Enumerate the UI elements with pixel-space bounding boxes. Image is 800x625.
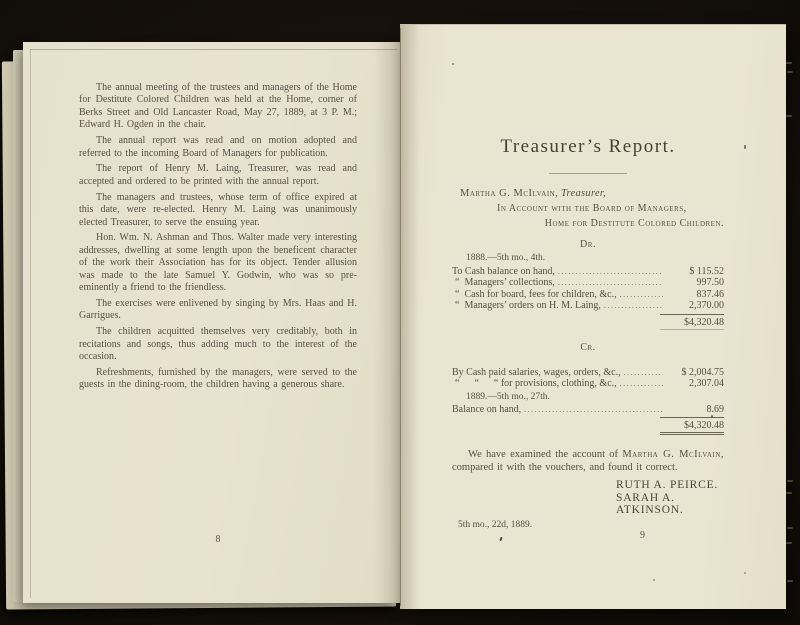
paragraph: The managers and trustees, whose term of office expired at this date, were re-elected. Henry M. Laing was unanimously elected Treasurer, to serve the ensuing year. bbox=[79, 191, 357, 228]
ledger-row bbox=[452, 266, 724, 278]
page-edge-line bbox=[30, 49, 31, 598]
credit-heading: Cr. bbox=[580, 341, 596, 353]
ledger-label: “ Managers’ collections, bbox=[455, 277, 555, 289]
title-rule bbox=[549, 173, 627, 174]
credit-total: $4,320.48 bbox=[660, 417, 724, 435]
ledger-row bbox=[452, 378, 724, 390]
ledger-label: “ Cash for board, fees for children, &c., bbox=[455, 288, 617, 300]
treasurer-role: Treasurer, bbox=[560, 188, 607, 199]
ledger-row bbox=[452, 277, 724, 289]
gutter-shadow bbox=[400, 25, 420, 609]
paragraph: Refreshments, furnished by the managers, were served to the guests in the dining-room, the children having a generous share. bbox=[79, 367, 357, 391]
audit-treasurer-name: Martha G. McIlvain, bbox=[622, 449, 724, 461]
left-page bbox=[23, 42, 400, 603]
audit-statement-pre: We have examined the account of bbox=[468, 449, 623, 461]
account-header-line: In Account with the Board of Managers, bbox=[497, 203, 687, 214]
ledger-label: Balance on hand, bbox=[452, 403, 522, 415]
signatures bbox=[616, 479, 724, 517]
debit-rows bbox=[452, 266, 724, 312]
binding-stitch bbox=[786, 115, 792, 117]
paragraph: Hon. Wm. N. Ashman and Thos. Walter made very interesting addresses, dwelling at some length upon the beneficent character of the work their Association has for its object. Tender allusion was made to the late Samuel Y. Godwin, who was so pre-eminently a friend to the friendless. bbox=[79, 232, 357, 294]
report-date: 5th mo., 22d, 1889. bbox=[458, 519, 533, 530]
binding-stitch bbox=[787, 527, 793, 529]
dot-leader bbox=[620, 378, 663, 390]
treasurers-report bbox=[452, 25, 724, 530]
account-header-line: Home for Destitute Colored Children. bbox=[544, 218, 724, 229]
ledger-label: To Cash balance on hand, bbox=[452, 265, 555, 277]
paper-speck bbox=[711, 415, 713, 418]
paper-speck bbox=[744, 572, 746, 574]
ledger-row bbox=[452, 367, 724, 379]
binding-stitch bbox=[787, 71, 793, 73]
paragraph: The report of Henry M. Laing, Treasurer, was read and accepted and ordered to be printed with the annual report. bbox=[79, 163, 357, 187]
ledger-row bbox=[452, 404, 724, 416]
debit-total: $4,320.48 bbox=[660, 314, 724, 330]
signature: SARAH A. ATKINSON. bbox=[616, 491, 684, 517]
binding-stitch bbox=[786, 492, 792, 494]
treasurer-name: Martha G. McIlvain, bbox=[460, 188, 559, 199]
page-number: 8 bbox=[215, 534, 221, 545]
audit-statement-post: compared it with the vouchers, and found it correct. bbox=[452, 461, 678, 473]
paper-speck bbox=[452, 63, 454, 65]
ledger-amount: 8.69 bbox=[706, 403, 724, 415]
debit-total-row bbox=[452, 314, 724, 330]
binding-stitch bbox=[787, 580, 793, 582]
left-page-text bbox=[79, 82, 357, 395]
dot-leader bbox=[558, 277, 663, 289]
credit-date: 1889.—5th mo., 27th. bbox=[466, 392, 550, 403]
binding-stitch bbox=[786, 62, 792, 64]
page-number: 9 bbox=[640, 530, 645, 541]
account-header-line bbox=[460, 188, 724, 200]
report-title: Treasurer’s Report. bbox=[500, 136, 676, 157]
ledger-amount: 2,307.04 bbox=[689, 378, 724, 390]
ledger-label: By Cash paid salaries, wages, orders, &c., bbox=[452, 366, 621, 378]
credit-total-row bbox=[452, 417, 724, 435]
paragraph: The annual meeting of the trustees and managers of the Home for Destitute Colored Children was held at the Home, corner of Berks Street and Old Lancaster Road, May 27, 1889, at 3 P. M.; Edward H. Ogden in the chair. bbox=[79, 82, 357, 131]
spine-crease bbox=[400, 28, 401, 606]
gutter-shadow bbox=[374, 42, 400, 603]
dot-leader bbox=[524, 404, 663, 416]
ledger-amount: 2,370.00 bbox=[689, 300, 724, 312]
ledger-row bbox=[452, 300, 724, 312]
credit-rows bbox=[452, 367, 724, 415]
dot-leader bbox=[620, 289, 663, 301]
signature: RUTH A. PEIRCE. bbox=[616, 479, 719, 492]
paper-speck bbox=[653, 579, 655, 581]
dot-leader bbox=[558, 266, 663, 278]
paper-speck bbox=[744, 145, 746, 149]
debit-heading: Dr. bbox=[580, 239, 596, 250]
right-page bbox=[400, 24, 786, 609]
paragraph: The exercises were enlivened by singing by Mrs. Haas and H. Garrigues. bbox=[79, 298, 357, 322]
dot-leader bbox=[604, 300, 663, 312]
page-edge-line bbox=[30, 49, 397, 50]
ledger-label: “ “ “ for provisions, clothing, &c., bbox=[455, 378, 617, 390]
binding-stitch bbox=[786, 542, 792, 544]
binding-stitch bbox=[787, 480, 793, 482]
audit-statement bbox=[452, 449, 724, 474]
ledger-label: “ Managers’ orders on H. M. Laing, bbox=[455, 300, 601, 312]
ledger-amount: $ 2,004.75 bbox=[681, 366, 724, 378]
dot-leader bbox=[624, 367, 663, 379]
paragraph: The children acquitted themselves very creditably, both in recitations and songs, thus adding much to the interest of the occasion. bbox=[79, 326, 357, 363]
ledger-amount: $ 115.52 bbox=[689, 265, 724, 277]
ledger-amount: 997.50 bbox=[696, 277, 724, 289]
paragraph: The annual report was read and on motion adopted and referred to the incoming Board of Managers for publication. bbox=[79, 135, 357, 159]
ledger-amount: 837.46 bbox=[696, 288, 724, 300]
ledger-row bbox=[452, 289, 724, 301]
debit-date: 1888.—5th mo., 4th. bbox=[466, 253, 546, 263]
